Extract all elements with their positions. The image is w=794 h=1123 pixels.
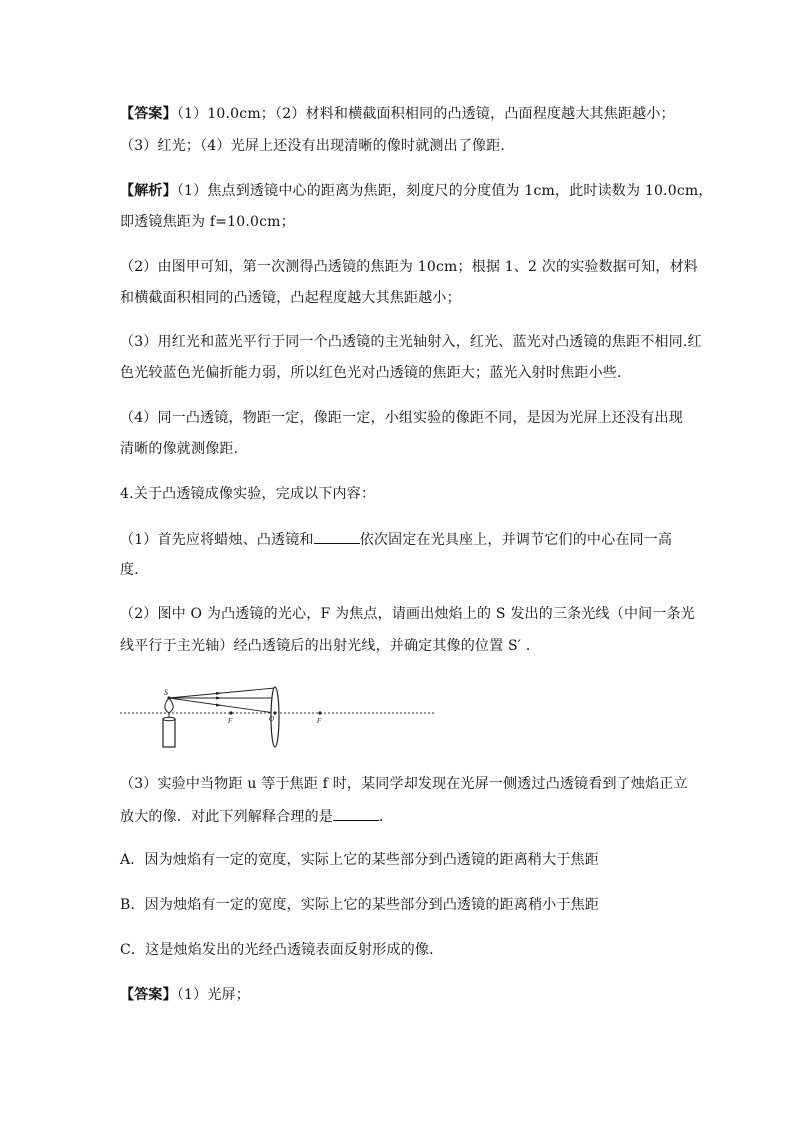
option-a: A．因为烛焰有一定的宽度，实际上它的某些部分到凸透镜的距离稍大于焦距 [120,852,599,868]
analysis-line-2 [120,212,295,232]
question-4-title: 4.关于凸透镜成像实验，完成以下内容： [120,486,376,502]
label-f-left: F [228,717,233,725]
q4-part2-line1: （2）图中 O 为凸透镜的光心，F 为焦点，请画出烛焰上的 S 发出的三条光线（中间一条光 [120,606,695,622]
answer-blank-1 [314,529,360,544]
focal-point-right [318,711,321,714]
analysis-p2-line2: 和横截面积相同的凸透镜，凸起程度越大其焦距越小； [120,290,461,306]
label-f-right: F [317,717,322,725]
label-s: S [164,688,168,697]
focal-point-left [229,711,232,714]
analysis-p4-line2: 清晰的像就测像距． [120,441,248,457]
label-o: O [269,715,275,723]
answer-label: 【答案】 [120,106,177,122]
analysis-label: 【解析】 [120,183,177,199]
analysis-p1-line2: 即透镜焦距为 f=10.0cm； [120,214,295,230]
q4-part1-text-b: 依次固定在光具座上，并调节它们的中心在同一高 [359,532,673,548]
answer-text-2: （3）红光；（4）光屏上还没有出现清晰的像时就测出了像距． [120,138,515,154]
answer-line-2 [120,136,515,156]
analysis-p3-line1: （3）用红光和蓝光平行于同一个凸透镜的主光轴射入，红光、蓝光对凸透镜的焦距不相同.红 [120,334,702,350]
q4-answer-label: 【答案】 [120,987,177,1003]
q4-part1-line2: 度． [120,562,149,578]
analysis-p1-line1: （1）焦点到透镜中心的距离为焦距，刻度尺的分度值为 1cm，此时读数为 10.0cm， [176,183,713,199]
flame-icon [165,698,173,713]
answer-blank-2 [333,806,379,821]
candle-body [163,719,175,747]
q4-part2-line2: 线平行于主光轴）经凸透镜后的出射光线，并确定其像的位置 S′ ． [120,638,541,654]
analysis-p2-line1: （2）由图甲可知，第一次测得凸透镜的焦距为 10cm；根据 1、2 次的实验数据可知，材料 [120,259,699,275]
q4-part3-line1: （3）实验中当物距 u 等于焦距 f 时，某同学却发现在光屏一侧透过凸透镜看到了烛焰正立 [120,776,688,792]
q4-part3-line2 [120,806,393,827]
q4-part1-text-a: （1）首先应将蜡烛、凸透镜和 [120,532,314,548]
option-b: B．因为烛焰有一定的宽度，实际上它的某些部分到凸透镜的距离稍小于焦距 [120,897,600,913]
q4-part3-text-a: 放大的像．对此下列解释合理的是 [120,809,333,825]
answer-text-1: （1）10.0cm；（2）材料和横截面积相同的凸透镜，凸面程度越大其焦距越小； [176,106,675,122]
analysis-line-1 [120,181,713,201]
q4-answer-text: （1）光屏； [176,987,250,1003]
ray-parallel-arrow [216,697,222,700]
candle-top [163,717,175,721]
analysis-p4-line1: （4）同一凸透镜，物距一定，像距一定，小组实验的像距不同，是因为光屏上还没有出现 [120,410,683,426]
answer-line-1 [120,104,675,124]
optics-diagram [118,686,442,754]
option-c: C．这是烛焰发出的光经凸透镜表面反射形成的像． [120,942,444,958]
q4-answer-line [120,985,250,1005]
q4-part1-line1 [120,529,672,550]
q4-part3-text-b: ． [379,809,394,825]
analysis-p3-line2: 色光较蓝色光偏折能力弱，所以红色光对凸透镜的焦距大；蓝光入射时焦距小些． [120,365,632,381]
